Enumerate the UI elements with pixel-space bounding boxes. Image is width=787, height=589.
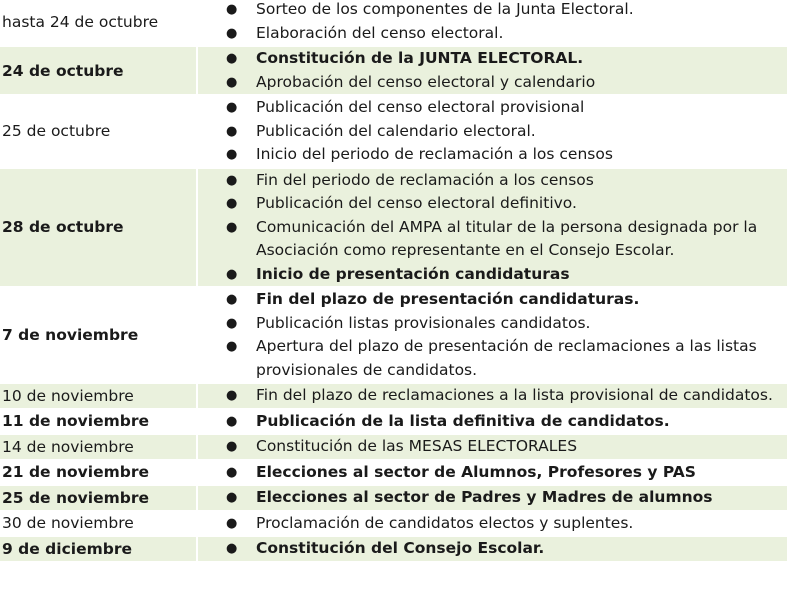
calendar-row: [0, 383, 787, 409]
event-text: Inicio del periodo de reclamación a los censos: [256, 145, 613, 163]
calendar-row: [0, 0, 787, 46]
event-list: [198, 537, 787, 561]
event-text: Sorteo de los componentes de la Junta Electoral.: [256, 0, 634, 18]
bullet-icon: ●: [226, 292, 238, 307]
event-list: [198, 461, 787, 485]
row-date: 14 de noviembre: [0, 434, 197, 460]
calendar-row: [0, 95, 787, 168]
calendar-row: [0, 434, 787, 460]
bullet-icon: ●: [226, 388, 238, 403]
row-date: 21 de noviembre: [0, 460, 197, 486]
row-events: [197, 168, 787, 288]
row-date: 28 de octubre: [0, 168, 197, 288]
row-date: 10 de noviembre: [0, 383, 197, 409]
event-item: [198, 384, 787, 408]
bullet-icon: ●: [226, 515, 238, 531]
event-text: Proclamación de candidatos electos y suplentes.: [256, 513, 634, 532]
row-events: [197, 511, 787, 537]
calendar-row: [0, 511, 787, 537]
event-list: [198, 486, 787, 510]
row-date: 9 de diciembre: [0, 536, 197, 562]
bullet-icon: ●: [226, 315, 238, 331]
event-text: Publicación listas provisionales candidatos.: [256, 313, 591, 332]
bullet-icon: ●: [226, 25, 238, 41]
event-list: [198, 169, 787, 287]
event-item: [198, 537, 787, 561]
event-text: Fin del periodo de reclamación a los censos: [256, 170, 594, 189]
event-text: Fin del plazo de presentación candidaturas.: [256, 290, 640, 308]
row-date: 25 de octubre: [0, 95, 197, 168]
event-item: [198, 435, 787, 459]
event-item: [198, 22, 787, 46]
event-item: [198, 461, 787, 485]
event-item: [198, 192, 787, 216]
bullet-icon: ●: [226, 219, 238, 235]
calendar-row: [0, 485, 787, 511]
row-date: 11 de noviembre: [0, 409, 197, 435]
bullet-icon: ●: [226, 266, 238, 282]
event-text: Inicio de presentación candidaturas: [256, 264, 570, 283]
event-item: [198, 47, 787, 71]
event-item: [198, 410, 787, 434]
calendar-row: [0, 536, 787, 562]
bullet-icon: ●: [226, 490, 238, 505]
bullet-icon: ●: [226, 2, 238, 17]
row-events: [197, 485, 787, 511]
event-item: [198, 512, 787, 536]
row-events: [197, 409, 787, 435]
event-item: [198, 288, 787, 312]
bullet-icon: ●: [226, 147, 238, 162]
event-text: Comunicación del AMPA al titular de la persona designada por la Asociación como representante en el Consejo Escolar.: [256, 217, 758, 259]
event-text: Publicación del calendario electoral.: [256, 121, 536, 140]
row-date: 7 de noviembre: [0, 287, 197, 383]
row-events: [197, 460, 787, 486]
row-events: [197, 536, 787, 562]
row-events: [197, 95, 787, 168]
event-item: [198, 312, 787, 336]
event-item: [198, 169, 787, 193]
event-text: Apertura del plazo de presentación de reclamaciones a las listas provisionales de candidatos.: [256, 337, 757, 379]
event-list: [198, 47, 787, 94]
event-item: [198, 96, 787, 120]
event-list: [198, 384, 787, 408]
bullet-icon: ●: [226, 196, 238, 211]
bullet-icon: ●: [226, 100, 238, 115]
event-item: [198, 71, 787, 95]
event-text: Elecciones al sector de Alumnos, Profesores y PAS: [256, 462, 696, 481]
event-text: Publicación del censo electoral provisional: [256, 98, 585, 116]
row-date: 25 de noviembre: [0, 485, 197, 511]
event-text: Constitución de la JUNTA ELECTORAL.: [256, 49, 584, 67]
event-text: Fin del plazo de reclamaciones a la lista provisional de candidatos.: [256, 386, 773, 404]
bullet-icon: ●: [226, 339, 238, 354]
event-list: [198, 96, 787, 167]
event-text: Constitución de las MESAS ELECTORALES: [256, 437, 578, 455]
bullet-icon: ●: [226, 439, 238, 454]
event-item: [198, 486, 787, 510]
calendar-row: [0, 287, 787, 383]
event-text: Constitución del Consejo Escolar.: [256, 539, 545, 557]
bullet-icon: ●: [226, 541, 238, 556]
row-events: [197, 434, 787, 460]
bullet-icon: ●: [226, 172, 238, 188]
event-list: [198, 435, 787, 459]
calendar-row: [0, 168, 787, 288]
calendar-row: [0, 409, 787, 435]
event-text: Elaboración del censo electoral.: [256, 23, 504, 42]
bullet-icon: ●: [226, 51, 238, 66]
event-item: [198, 143, 787, 167]
event-text: Elecciones al sector de Padres y Madres de alumnos: [256, 488, 713, 506]
row-events: [197, 383, 787, 409]
calendar-row: [0, 460, 787, 486]
event-item: [198, 120, 787, 144]
bullet-icon: ●: [226, 464, 238, 480]
calendar-row: [0, 46, 787, 95]
bullet-icon: ●: [226, 74, 238, 90]
row-events: [197, 0, 787, 46]
row-date: 24 de octubre: [0, 46, 197, 95]
event-text: Aprobación del censo electoral y calendario: [256, 72, 596, 91]
event-item: [198, 263, 787, 287]
event-item: [198, 335, 787, 382]
row-date: hasta 24 de octubre: [0, 0, 197, 46]
row-events: [197, 46, 787, 95]
bullet-icon: ●: [226, 413, 238, 429]
bullet-icon: ●: [226, 123, 238, 139]
event-item: [198, 0, 787, 22]
row-date: 30 de noviembre: [0, 511, 197, 537]
event-list: [198, 410, 787, 434]
event-list: [198, 512, 787, 536]
event-list: [198, 0, 787, 45]
event-item: [198, 216, 787, 263]
event-list: [198, 288, 787, 382]
event-text: Publicación del censo electoral definitivo.: [256, 194, 577, 212]
row-events: [197, 287, 787, 383]
event-text: Publicación de la lista definitiva de candidatos.: [256, 411, 670, 430]
